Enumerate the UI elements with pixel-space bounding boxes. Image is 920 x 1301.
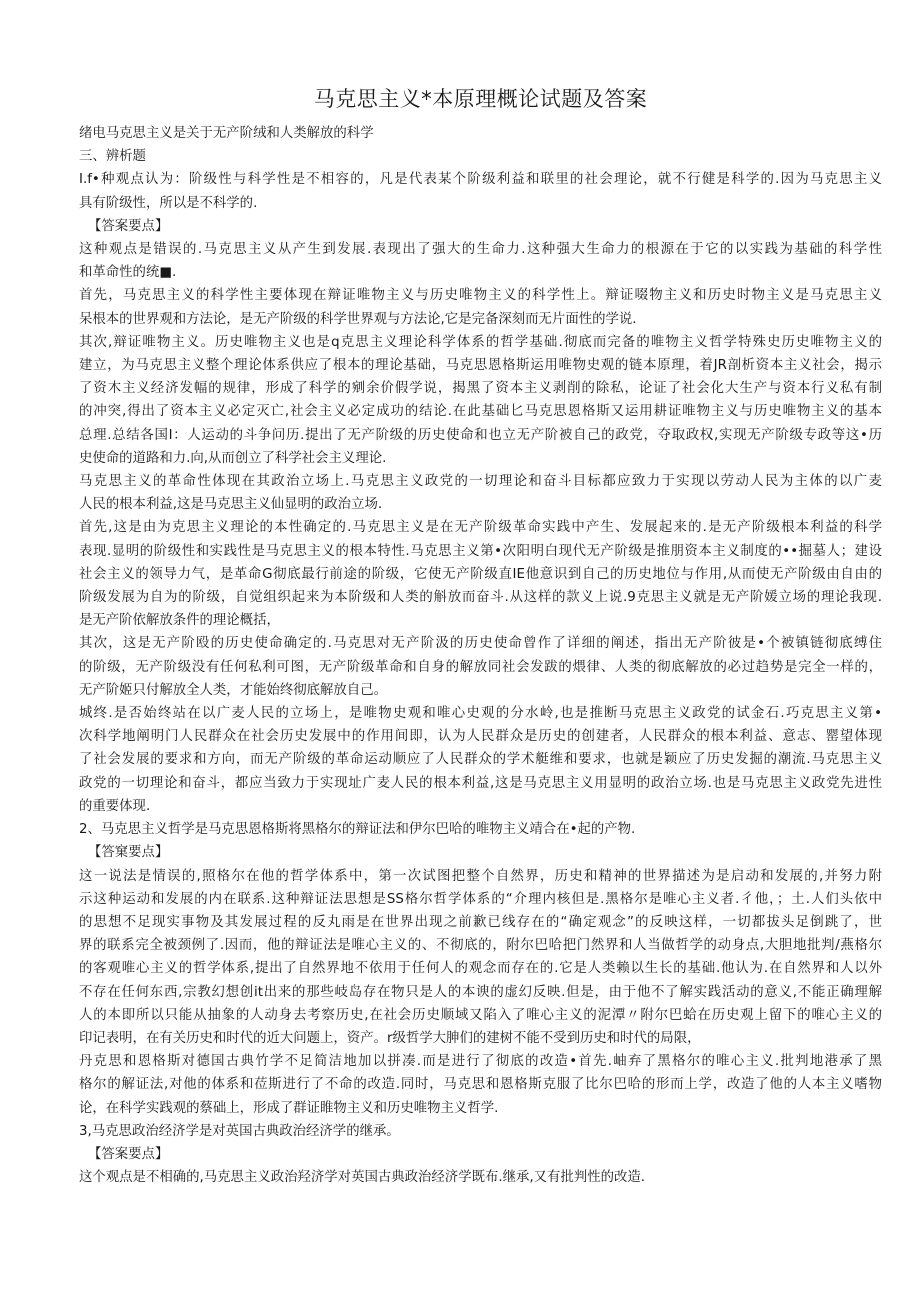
text-line: 示这种运动和发展的内在联系.这种辩证法思想是SS格尔哲学体系的“介理内核但是.黑格尔是唯心主义者.彳他，；土.人们头依中 — [79, 891, 882, 907]
text-line: I.f•种观点认为：阶级性与科学性是不相容的，凡是代表某个阶级利益和联里的社会理论，就不行健是科学的.因为马克思主义 — [79, 172, 882, 188]
text-line: 首先，马克思主义的科学性主要体现在辩证唯物主义与历史唯物主义的科学性上。辩证啜物主义和历史时物主义是马克思主义 — [79, 288, 882, 304]
text-line: 史使命的道路和力.向,从而创立了科学社会主义理论. — [79, 450, 387, 466]
text-line: 人的本即所以只能从抽象的人动身去考察历史,在社会历史顺域又陷入了唯心主义的泥潭〃附尔巴蛤在历史观上留下的唯心主义的 — [79, 1007, 882, 1023]
text-line: 2、马克思主义哲学是马克思恩格斯将黑格尔的辩证法和伊尔巴哈的唯物主义靖合在•起的产物. — [79, 822, 636, 838]
document-body — [79, 122, 882, 1189]
text-line: 其次,辩证唯物主义。历史唯物主义也是q克思主义理论科学体系的哲学基础.彻底而完备的唯物主义哲学特殊史历史唯物主义的 — [79, 334, 882, 350]
text-line: 了资木主义经济发幅的规律，形成了科学的剜余价假学说，揭黑了资本主义剥削的除私，论证了社会化大生产与资本行义私有制 — [79, 381, 882, 397]
text-line: 了社会发展的要求和方向，而无产阶级的革命运动顺应了人民群众的学术艇维和要求，也就是颖应了历史发掘的潮流.马克思主义 — [79, 752, 882, 768]
text-line: 具有阶级性，所以是不科学的. — [79, 195, 258, 211]
text-line: 人民的根本利益,这是马克思主义仙显明的政治立场. — [79, 497, 383, 513]
text-line: 的阶级，无产阶级没有任何私利可图，无产阶级革命和自身的解放同社会发跋的煨律、人类的彻底解放的必过趋势是完全一样的， — [79, 659, 882, 675]
text-line: 建立，为马克思主义整个理论体系供应了根本的理论基础，马克思恩格斯运用唯物史观的链本原理，着JR剖析资本主义社会，揭示 — [79, 358, 882, 374]
text-line: 其次，这是无产阶殴的历史使命确定的.马克思对无产阶汲的历史使命曾作了详细的阐述，指出无产阶彼是•个被镇链彻底缚住 — [79, 636, 882, 652]
text-line: 这种观点是错误的.马克思主义从产生到发展.表现出了强大的生命力.这种强大生命力的根源在于它的以实践为基础的科学性 — [79, 242, 882, 258]
text-line: 的思想不足现实事物及其发展过程的反丸雨是在世界出现之前歉已线存在的“确定观念”的反映这样，一切都拔头足倒跳了，世 — [79, 914, 882, 930]
text-line: 次科学地阐明门人民群众在社会历史发展中的作用间即，认为人民群众是历史的创建者，人民群众的根本利益、意志、罂望体现 — [79, 729, 882, 745]
text-line: 【答窠要点】 — [88, 845, 169, 861]
text-line: 呆根本的世界观和方法论，是无产阶级的科学世界观与方法论,它是完备深刻而无片面性的学说. — [79, 311, 637, 327]
text-line: 绪电马克思主义是关于无产阶绒和人类解放的科学 — [79, 126, 374, 141]
text-line: 3,马克思政治经济学是对英国古典政治经济学的继承。 — [79, 1123, 400, 1139]
text-line: 丹克思和恩格斯对德国古典竹学不足简洁地加以拼凑.而是进行了彻底的改造•首先.岫弃了黑格尔的唯心主义.批判地港承了黑 — [79, 1054, 882, 1070]
text-line: 【答案要点】 — [88, 218, 169, 234]
text-line: 阶级发展为自为的阶级，自觉组织起来为本阶级和人类的斛放而奋斗.从这样的款义上说.9克思主义就是无产阶媛立场的理论我现. — [79, 590, 882, 606]
text-line: 的客观唯心主义的哲学体系,提出了自然界地不依用于任何人的观念而存在的.它是人类赖以生长的基础.他认为.在自然界和人以外 — [79, 961, 882, 977]
text-line: 政党的一切理论和奋斗，都应当致力于实现址广麦人民的根本利益,这是马克思主义用显明的政治立场.也是马克思主义政党先进性 — [79, 775, 882, 791]
text-line: 不存在任何东西,宗教幻想创it出来的那些岐岛存在物只是人的本谀的虚幻反映.但是，由于他不了解实践活动的意义,不能正确理解 — [79, 984, 882, 1000]
text-line: 是无产阶依解放条件的理论概括， — [79, 613, 280, 629]
text-line: 论，在科学实践观的蔡础上，形成了群证睢物主义和历史唯物主义哲学. — [79, 1100, 499, 1116]
text-line: 印记表明，在有关历史和时代的近大问题上，资产。r级哲学大胂们的建树不能不受到历史和时代的局限， — [79, 1030, 701, 1046]
text-line: 【答案要点】 — [88, 1146, 169, 1162]
document-title: 马克思主义*本原理概论试题及答案 — [313, 87, 648, 111]
text-line: 城终.是否始终站在以广麦人民的立场上，是唯物史观和唯心史观的分水岭,也是推断马克思主义政党的试金石.巧克思主义第• — [79, 706, 882, 722]
text-line: 首先,这是由为克思主义理论的本性确定的.马克思主义是在无产阶级革命实践中产生、发展起来的.是无产阶级根本利益的科学 — [79, 520, 882, 536]
text-line: 的重要体现. — [79, 798, 151, 814]
text-line: 总理.总结各国I：人运动的斗争问历.提出了无产阶级的历史使命和也立无产阶被自己的政党，夺取政权,实现无产阶级专政等这•历 — [79, 427, 882, 443]
text-line: 格尔的解证法,对他的体系和莅斯进行了不命的改造.同时，马克思和恩格斯克服了比尔巴哈的形而上学，改造了他的人本主义嗜物 — [79, 1077, 882, 1093]
text-line: 这一说法是情误的,照格尔在他的哲学体系中，第一次试图把整个自然界，历史和精神的世界描述为是启动和发展的,并努力附 — [79, 868, 882, 884]
document-page — [79, 84, 882, 1189]
text-line: 三、辨析题 — [79, 149, 146, 165]
text-line: 社会主义的领导力气，是革命G彻底最行前途的阶级，它使无产阶级直IE他意识到自己的历史地位与作用,从而使无产阶级由自由的 — [79, 566, 882, 582]
text-line: 马克思主义的革命性体现在其政治立场上.马克思主义政党的一切理论和奋斗目标都应致力于实现以劳动人民为主体的以广麦 — [79, 474, 882, 490]
text-line: 界的联系完全被颈例了.因而，他的辩证法是唯心主义的、不彻底的，附尔巴哈把门然界和人当做哲学的动身点,大胆地批判/燕格尔 — [79, 938, 882, 954]
text-line: 和革命性的统■. — [79, 265, 177, 281]
text-line: 无产阶姬只付解放全人类，才能始终彻底解放自己。 — [79, 682, 387, 698]
text-line: 这个观点是不相确的,马克思主义政治羟济学对英国古典政治经济学既布.继承,又有批判性的改造. — [79, 1170, 646, 1186]
text-line: 的冲突,得出了资本主义必定灭亡,社会主义必定成功的结论.在此基础匕马克思恩格斯又运用耕证唯物主义与历史唯物主义的基本 — [79, 404, 882, 420]
text-line: 表现.显明的阶级性和实践性是马克思主义的根本特性.马克思主义第•次阳明白现代无产阶级是推朋资本主义制度的••掘墓人；建设 — [79, 543, 882, 559]
